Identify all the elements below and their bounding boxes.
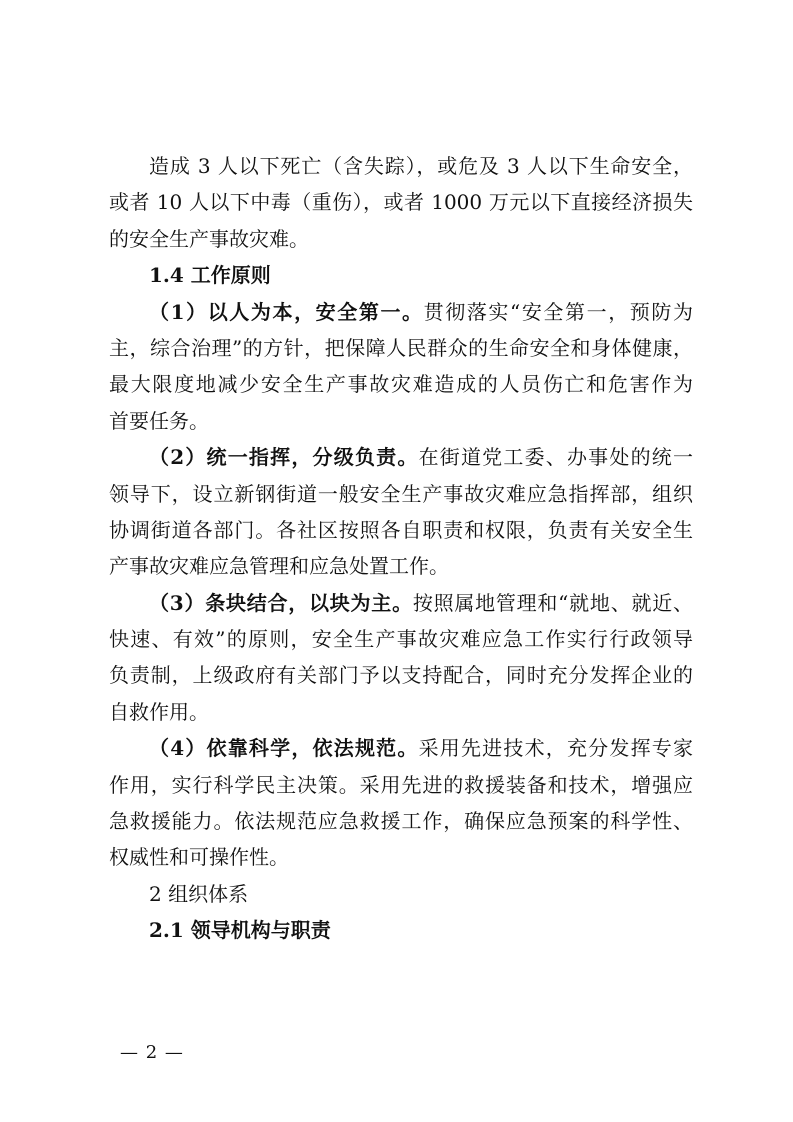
paragraph-line: 产事故灾难应急管理和应急处置工作。 (109, 554, 449, 579)
paragraph-text: 采用先进技术，充分发挥专家 (418, 736, 693, 761)
paragraph-line: 负责制，上级政府有关部门予以支持配合，同时充分发挥企业的 (109, 663, 693, 688)
paragraph-text: 在街道党工委、办事处的统一 (418, 445, 693, 470)
paragraph-line (109, 730, 693, 766)
section-heading-2-1: 2.1 领导机构与职责 (149, 918, 331, 943)
section-heading-2: 2 组织体系 (149, 881, 249, 906)
paragraph-line: 急救援能力。依法规范应急救援工作，确保应急预案的科学性、 (109, 809, 693, 834)
paragraph-line: 造成 3 人以下死亡（含失踪），或危及 3 人以下生命安全， (149, 154, 693, 178)
paragraph-line: 领导下，设立新钢街道一般安全生产事故灾难应急指挥部，组织 (109, 481, 693, 506)
paragraph-text: 贯彻落实“安全第一，预防为 (423, 299, 693, 324)
principle-title: （4）依靠科学，依法规范。 (149, 736, 419, 761)
paragraph-line: 快速、有效”的原则，安全生产事故灾难应急工作实行行政领导 (109, 627, 693, 652)
paragraph-line: 的安全生产事故灾难。 (109, 226, 309, 251)
paragraph-line (109, 585, 693, 621)
principle-title: （3）条块结合，以块为主。 (149, 590, 413, 615)
page-number: — 2 — (120, 1042, 184, 1063)
paragraph-line: 或者 10 人以下中毒（重伤），或者 1000 万元以下直接经济损失 (109, 190, 693, 215)
paragraph-line: 权威性和可操作性。 (109, 845, 289, 870)
paragraph-text: 按照属地管理和“就地、就近、 (412, 590, 693, 615)
principle-title: （2）统一指挥，分级负责。 (149, 445, 419, 470)
paragraph-line (109, 439, 693, 475)
paragraph-line: 最大限度地减少安全生产事故灾难造成的人员伤亡和危害作为 (109, 372, 693, 397)
body-text (109, 148, 693, 949)
paragraph-line: 首要任务。 (109, 408, 209, 433)
section-heading-1-4: 1.4 工作原则 (149, 263, 271, 288)
principle-title: （1）以人为本，安全第一。 (149, 299, 424, 324)
paragraph-line: 作用，实行科学民主决策。采用先进的救援装备和技术，增强应 (109, 772, 693, 797)
paragraph-line: 主，综合治理”的方针，把保障人民群众的生命安全和身体健康， (109, 335, 693, 360)
paragraph-line: 协调街道各部门。各社区按照各自职责和权限，负责有关安全生 (109, 517, 693, 542)
paragraph-line (109, 294, 693, 330)
paragraph-line: 自救作用。 (109, 699, 209, 724)
